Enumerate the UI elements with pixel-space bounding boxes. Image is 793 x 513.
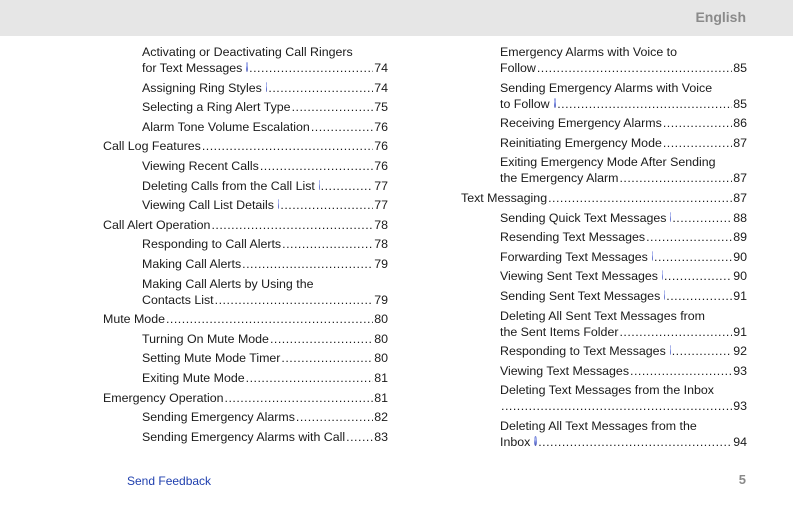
toc-entry-leader-row — [500, 268, 747, 284]
toc-entry-page: 93 — [733, 363, 747, 378]
toc-entry-title: Viewing Call List Details — [142, 198, 274, 213]
dot-leader — [246, 370, 374, 386]
toc-entry-leader-row — [142, 119, 388, 135]
toc-entry-page: 81 — [374, 390, 388, 405]
dot-leader — [280, 197, 373, 213]
dot-leader — [548, 190, 732, 206]
toc-entry-page: 76 — [374, 139, 388, 154]
toc-subsection-entry[interactable] — [142, 350, 388, 366]
toc-entry-title: for Text Messages — [142, 61, 243, 75]
toc-entry-leader-row — [142, 256, 388, 272]
toc-entry-leader-row — [500, 229, 747, 245]
toc-subsection-entry[interactable] — [142, 370, 388, 386]
toc-subsection-entry[interactable] — [142, 409, 388, 425]
globe-icon — [266, 82, 268, 92]
toc-entry-page: 87 — [733, 135, 747, 150]
dot-leader — [630, 363, 732, 379]
toc-entry-page: 87 — [733, 171, 747, 186]
toc-entry-title-line: Deleting All Text Messages from the — [500, 418, 697, 433]
toc-entry-title: Viewing Sent Text Messages — [500, 269, 658, 284]
toc-entry-leader-row — [103, 138, 388, 154]
toc-entry-leader-row — [142, 370, 388, 386]
dot-leader — [672, 343, 733, 359]
toc-entry-title-line: Deleting Text Messages from the Inbox — [500, 383, 714, 398]
toc-entry-leader-row — [500, 210, 747, 226]
toc-entry-title: Forwarding Text Messages — [500, 249, 648, 264]
toc-subsection-entry[interactable] — [142, 197, 388, 213]
dot-leader — [281, 350, 373, 366]
toc-entry-leader-row — [500, 249, 747, 265]
toc-entry-title-line: Emergency Alarms with Voice to — [500, 45, 677, 59]
dot-leader — [346, 429, 373, 445]
toc-entry-page: 92 — [733, 344, 747, 359]
toc-entry-title-line: Sending Emergency Alarms with Voice — [500, 80, 713, 95]
toc-subsection-entry[interactable] — [500, 115, 747, 131]
toc-entry-leader-row — [142, 99, 388, 115]
toc-entry-title: Sending Quick Text Messages — [500, 210, 667, 225]
toc-subsection-entry[interactable] — [142, 99, 388, 115]
toc-entry-page: 76 — [374, 158, 388, 173]
toc-entry-title: Deleting Calls from the Call List — [142, 178, 315, 193]
toc-entry-title: Follow — [500, 61, 536, 75]
toc-entry-page: 89 — [733, 230, 747, 245]
toc-entry-title: Making Call Alerts — [142, 256, 242, 271]
send-feedback-link[interactable]: Send Feedback — [127, 474, 212, 488]
toc-entry-leader-row — [142, 429, 388, 445]
dot-leader — [663, 115, 732, 131]
toc-entry-page: 77 — [374, 198, 388, 213]
toc-entry-title: Reinitiating Emergency Mode — [500, 135, 662, 150]
toc-entry-leader-row — [142, 331, 388, 347]
toc-entry-page: 80 — [374, 331, 388, 346]
toc-entry-title-line: Making Call Alerts by Using the — [142, 276, 314, 291]
toc-entry-title: the Emergency Alarm — [500, 171, 619, 186]
toc-subsection-entry[interactable] — [500, 44, 747, 76]
toc-entry-title: Mute Mode — [103, 312, 165, 327]
toc-entry-title: Selecting a Ring Alert Type — [142, 100, 291, 115]
globe-icon — [246, 62, 248, 72]
dot-leader — [654, 249, 732, 265]
page-number: 5 — [738, 472, 746, 487]
dot-leader — [537, 60, 732, 76]
toc-entry-leader-row — [103, 311, 388, 327]
dot-leader — [211, 217, 373, 233]
dot-leader — [619, 170, 732, 186]
toc-entry-page: 81 — [374, 370, 388, 385]
toc-entry-title: Turning On Mute Mode — [142, 331, 269, 346]
toc-section-entry[interactable] — [461, 190, 747, 206]
dot-leader — [260, 158, 373, 174]
toc-entry-page: 90 — [733, 269, 747, 284]
toc-entry-page: 82 — [374, 410, 388, 425]
toc-entry-leader-row — [142, 178, 388, 194]
dot-leader — [619, 324, 732, 340]
toc-subsection-entry[interactable] — [500, 135, 747, 151]
toc-entry-title: Setting Mute Mode Timer — [142, 351, 281, 366]
toc-subsection-entry[interactable] — [500, 288, 747, 304]
toc-entry-leader-row — [142, 197, 388, 213]
toc-entry-page: 85 — [733, 61, 747, 75]
toc-entry-title: Viewing Recent Calls — [142, 158, 259, 173]
toc-entry-page: 80 — [374, 312, 388, 327]
dot-leader — [270, 331, 373, 347]
toc-entry-leader-row — [142, 409, 388, 425]
globe-icon — [670, 212, 671, 222]
dot-leader — [225, 390, 374, 406]
toc-right-column — [461, 44, 747, 454]
toc-entry-page: 74 — [374, 80, 388, 95]
toc-subsection-entry[interactable] — [500, 249, 747, 265]
toc-entry-page: 85 — [733, 96, 747, 111]
toc-subsection-entry[interactable] — [500, 343, 747, 359]
dot-leader — [321, 178, 374, 194]
toc-entry-leader-row — [142, 292, 388, 308]
toc-subsection-entry[interactable] — [142, 331, 388, 347]
toc-entry-title: Assigning Ring Styles — [142, 80, 262, 95]
toc-entry-title: the Sent Items Folder — [500, 324, 619, 339]
toc-entry-title: Responding to Call Alerts — [142, 237, 282, 252]
dot-leader — [242, 256, 373, 272]
dot-leader — [268, 80, 373, 96]
toc-section-entry[interactable] — [103, 217, 388, 233]
dot-leader — [538, 434, 732, 450]
toc-entry-page: 78 — [374, 217, 388, 232]
toc-entry-title-line: Exiting Emergency Mode After Sending — [500, 155, 716, 170]
toc-entry-title-line: Activating or Deactivating Call Ringers — [142, 45, 353, 59]
toc-entry-title: Sending Sent Text Messages — [500, 288, 661, 303]
globe-icon — [652, 251, 653, 261]
toc-entry-title: to Follow — [500, 96, 550, 111]
toc-entry-leader-row — [500, 398, 747, 414]
toc-entry-leader-row — [142, 350, 388, 366]
dot-leader — [666, 288, 732, 304]
toc-entry-title: Call Log Features — [103, 139, 201, 154]
toc-entry-leader-row — [103, 390, 388, 406]
toc-entry-leader-row — [500, 288, 747, 304]
toc-entry-leader-row — [500, 343, 747, 359]
toc-subsection-entry[interactable] — [142, 276, 388, 308]
toc-entry-title: Resending Text Messages — [500, 230, 646, 245]
toc-entry-page: 77 — [374, 178, 388, 193]
toc-subsection-entry[interactable] — [142, 119, 388, 135]
toc-subsection-entry[interactable] — [500, 268, 747, 284]
globe-icon — [662, 270, 663, 280]
toc-subsection-entry[interactable] — [500, 210, 747, 226]
dot-leader — [282, 236, 373, 252]
toc-entry-title: Text Messaging — [461, 190, 548, 205]
toc-subsection-entry[interactable] — [500, 382, 747, 414]
toc-entry-title: Receiving Emergency Alarms — [500, 116, 662, 131]
toc-entry-leader-row — [142, 80, 388, 96]
toc-subsection-entry[interactable] — [142, 256, 388, 272]
toc-entry-page: 79 — [374, 256, 388, 271]
toc-entry-leader-row — [500, 170, 747, 186]
toc-entry-page: 91 — [733, 324, 747, 339]
toc-entry-title: Call Alert Operation — [103, 217, 211, 232]
toc-entry-title: Exiting Mute Mode — [142, 370, 245, 385]
toc-subsection-entry[interactable] — [142, 158, 388, 174]
toc-entry-page: 74 — [374, 61, 388, 75]
toc-entry-title: Contacts List — [142, 292, 214, 307]
globe-icon — [664, 290, 665, 300]
toc-entry-page: 90 — [733, 249, 747, 264]
toc-entry-title-line: Deleting All Sent Text Messages from — [500, 308, 706, 323]
toc-section-entry[interactable] — [103, 311, 388, 327]
toc-subsection-entry[interactable] — [142, 178, 388, 194]
dot-leader — [311, 119, 373, 135]
toc-subsection-entry[interactable] — [142, 80, 388, 96]
toc-entry-page: 75 — [374, 100, 388, 115]
toc-entry-title: Alarm Tone Volume Escalation — [142, 119, 310, 134]
toc-left-column — [103, 44, 388, 448]
dot-leader — [249, 60, 373, 76]
toc-entry-leader-row — [142, 158, 388, 174]
toc-subsection-entry[interactable] — [500, 308, 747, 340]
toc-subsection-entry[interactable] — [500, 229, 747, 245]
toc-entry-page: 86 — [733, 116, 747, 131]
toc-entry-page: 91 — [733, 288, 747, 303]
dot-leader — [663, 135, 732, 151]
toc-subsection-entry[interactable] — [500, 80, 747, 112]
dot-leader — [672, 210, 732, 226]
toc-entry-page: 76 — [374, 119, 388, 134]
dot-leader — [557, 96, 732, 112]
dot-leader — [202, 138, 373, 154]
toc-entry-leader-row — [500, 60, 747, 76]
toc-entry-page: 78 — [374, 237, 388, 252]
toc-entry-leader-row — [500, 96, 747, 112]
toc-entry-page: 94 — [733, 434, 747, 449]
dot-leader — [292, 99, 374, 115]
toc-entry-leader-row — [461, 190, 747, 206]
toc-subsection-entry[interactable] — [500, 154, 747, 186]
dot-leader — [646, 229, 732, 245]
toc-entry-page: 88 — [733, 210, 747, 225]
language-label: English — [695, 9, 746, 25]
toc-entry-title: Viewing Text Messages — [500, 363, 630, 378]
toc-subsection-entry[interactable] — [142, 236, 388, 252]
toc-entry-page: 83 — [374, 429, 388, 444]
toc-entry-title: Responding to Text Messages — [500, 344, 666, 359]
toc-entry-page: 79 — [374, 292, 388, 307]
toc-subsection-entry[interactable] — [500, 363, 747, 379]
toc-entry-leader-row — [142, 236, 388, 252]
toc-section-entry[interactable] — [103, 390, 388, 406]
toc-entry-leader-row — [500, 363, 747, 379]
toc-entry-leader-row — [500, 115, 747, 131]
toc-entry-leader-row — [500, 324, 747, 340]
dot-leader — [166, 311, 373, 327]
toc-entry-leader-row — [500, 135, 747, 151]
toc-section-entry[interactable] — [103, 138, 388, 154]
globe-icon — [534, 436, 537, 446]
dot-leader — [296, 409, 373, 425]
toc-entry-page: 93 — [733, 399, 747, 414]
toc-entry-leader-row — [500, 434, 747, 450]
toc-entry-title: Inbox — [500, 434, 531, 449]
toc-subsection-entry[interactable] — [500, 418, 747, 450]
toc-entry-title: Sending Emergency Alarms with Call — [142, 429, 346, 444]
toc-entry-page: 87 — [733, 190, 747, 205]
toc-subsection-entry[interactable] — [142, 429, 388, 445]
toc-entry-page: 80 — [374, 351, 388, 366]
header-band — [0, 0, 793, 36]
toc-entry-title: Sending Emergency Alarms — [142, 410, 295, 425]
toc-entry-title: Emergency Operation — [103, 390, 224, 405]
toc-subsection-entry[interactable] — [142, 44, 388, 76]
toc-entry-leader-row — [103, 217, 388, 233]
dot-leader — [501, 398, 732, 414]
dot-leader — [215, 292, 374, 308]
globe-icon — [670, 345, 671, 355]
globe-icon — [278, 199, 279, 209]
globe-icon — [554, 98, 557, 108]
toc-entry-leader-row — [142, 60, 388, 76]
dot-leader — [664, 268, 732, 284]
globe-icon — [319, 180, 320, 190]
